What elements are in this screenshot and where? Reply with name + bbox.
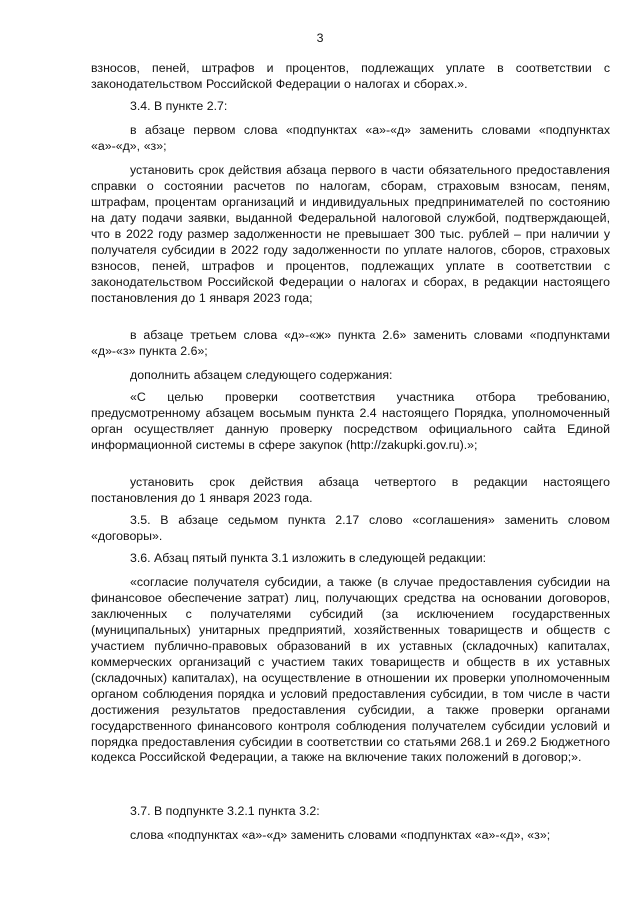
section-3-7-item-1: слова «подпунктах «а»-«д» заменить словами «подпунктах «а»-«д», «з»;: [130, 828, 551, 842]
paragraph-3-4-item-1: в абзаце первом слова «подпунктах «а»-«д» заменить словами «подпунктах «а»-«д», «з»;: [91, 123, 610, 153]
paragraph-3-4-item-2: установить срок действия абзаца первого в части обязательного предоставления справки о состоянии расчетов по налогам, сборам, страховым взносам, пеням, штрафам, процентам организаций и индивидуальных предпринимателей по состоянию на дату подачи заявки, выданной Федеральной налоговой службой, подтверждающей, что в 2022 году размер задолженности не превышает 300 тыс. рублей – при наличии у получателя субсидии в 2022 году задолженности по уплате налогов, сборов, страховых взносов, пеней, штрафов и процентов, подлежащих уплате в соответствии с законодательством Российской Федерации о налогах и сборах, в редакции настоящего постановления до 1 января 2023 года;: [91, 163, 610, 305]
section-3-7-heading: 3.7. В подпункте 3.2.1 пункта 3.2:: [130, 804, 320, 818]
paragraph-3-4-quote: «С целью проверки соответствия участника отбора требованию, предусмотренному абзацем восьмым пункта 2.4 настоящего Порядка, уполномоченный орган осуществляет данную проверку посредством официального сайта Единой информационной системы в сфере закупок (http://zakupki.gov.ru).»;: [91, 390, 610, 452]
paragraph-continuation: взносов, пеней, штрафов и процентов, подлежащих уплате в соответствии с законодательством Российской Федерации о налогах и сборах.».: [91, 61, 610, 91]
page-number: 3: [316, 31, 324, 45]
paragraph-3-4-item-4: дополнить абзацем следующего содержания:: [130, 368, 393, 382]
section-3-4-heading: 3.4. В пункте 2.7:: [130, 99, 228, 113]
section-3-6-heading: 3.6. Абзац пятый пункта 3.1 изложить в следующей редакции:: [130, 551, 487, 565]
section-3-5: 3.5. В абзаце седьмом пункта 2.17 слово «соглашения» заменить словом «договоры».: [91, 513, 610, 543]
paragraph-3-4-item-5: установить срок действия абзаца четвертого в редакции настоящего постановления до 1 января 2023 года.: [91, 475, 610, 505]
section-3-6-quote: «согласие получателя субсидии, а также (в случае предоставления субсидии на финансовое обеспечение затрат) лиц, получающих средства на основании договоров, заключенных с получателями субсидий (за исключением государственных (муниципальных) унитарных предприятий, хозяйственных товариществ и обществ с участием публично-правовых образований в их уставных (складочных) капиталах, коммерческих организаций с участием таких товариществ и обществ в их уставных (складочных) капиталах), на осуществление в отношении их проверки уполномоченным органом соблюдения порядка и условий предоставления субсидии, в том числе в части достижения результатов предоставления субсидии, а также проверки органами государственного финансового контроля соблюдения получателем субсидии условий и порядка предоставления субсидии в соответствии со статьями 268.1 и 269.2 Бюджетного кодекса Российской Федерации, а также на включение таких положений в договор;».: [91, 575, 610, 765]
paragraph-3-4-item-3: в абзаце третьем слова «д»-«ж» пункта 2.6» заменить словами «подпунктами «д»-«з» пункта 2.6»;: [91, 328, 610, 358]
